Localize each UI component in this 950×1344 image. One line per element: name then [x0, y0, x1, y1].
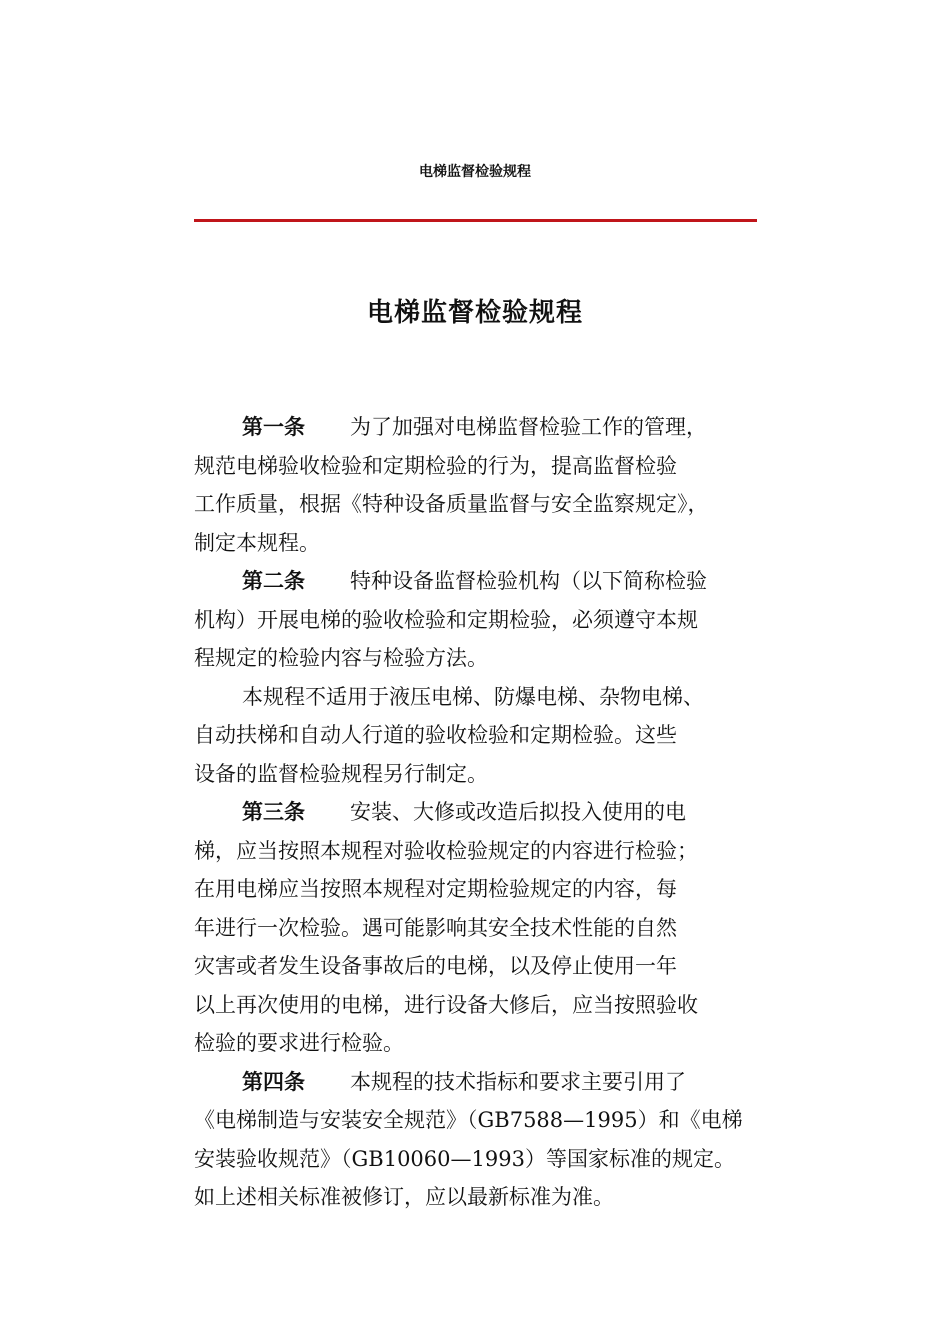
article-3: [194, 793, 756, 1063]
article-text-line: 梯，应当按照本规程对验收检验规定的内容进行检验；: [194, 838, 698, 863]
article-text-line: 灾害或者发生设备事故后的电梯，以及停止使用一年: [194, 954, 677, 978]
article-2: [194, 562, 756, 678]
document-title: 电梯监督检验规程: [366, 298, 583, 328]
article-text-line: 如上述相关标准被修订，应以最新标准为准。: [194, 1185, 614, 1209]
paragraph-first-line: 本规程不适用于液压电梯、防爆电梯、杂物电梯、: [242, 684, 704, 709]
article-number: 第二条: [242, 569, 305, 593]
article-text-line: 程规定的检验内容与检验方法。: [194, 646, 488, 670]
article-first-line: [194, 1063, 756, 1102]
article-first-line: [194, 793, 756, 832]
article-text-line: 规范电梯验收检验和定期检验的行为，提高监督检验: [194, 453, 677, 478]
article-4: [194, 1063, 756, 1217]
article-text-line: 设备的监督检验规程另行制定。: [194, 761, 488, 786]
running-header: 电梯监督检验规程: [419, 164, 531, 180]
article-text-line: 为了加强对电梯监督检验工作的管理，: [350, 415, 707, 439]
article-text-line: 制定本规程。: [194, 530, 320, 555]
article-first-line: [194, 408, 756, 447]
header-rule: [194, 219, 757, 222]
article-text-line: 检验的要求进行检验。: [194, 1031, 404, 1055]
document-body: [194, 408, 756, 1217]
article-text-line: 安装、大修或改造后拟投入使用的电: [350, 800, 686, 824]
article-text-line: 特种设备监督检验机构（以下简称检验: [350, 569, 707, 593]
article-number: 第一条: [242, 415, 305, 439]
article-text-line: 机构）开展电梯的验收检验和定期检验，必须遵守本规: [194, 607, 698, 632]
article-text-line: 本规程的技术指标和要求主要引用了: [350, 1069, 686, 1094]
article-text-line: 在用电梯应当按照本规程对定期检验规定的内容，每: [194, 877, 677, 901]
article-text-line: 自动扶梯和自动人行道的验收检验和定期检验。这些: [194, 723, 677, 747]
article-number: 第四条: [242, 1069, 305, 1094]
article-text-line: 安装验收规范》（GB10060—1993）等国家标准的规定。: [194, 1146, 735, 1171]
paragraph-scope: [194, 678, 756, 794]
article-text-line: 以上再次使用的电梯，进行设备大修后，应当按照验收: [194, 992, 698, 1017]
article-text-line: 《电梯制造与安装安全规范》（GB7588—1995）和《电梯: [194, 1108, 743, 1132]
article-text-line: 年进行一次检验。遇可能影响其安全技术性能的自然: [194, 915, 677, 940]
article-1: [194, 408, 756, 562]
article-text-line: 工作质量，根据《特种设备质量监督与安全监察规定》，: [194, 492, 709, 516]
article-number: 第三条: [242, 800, 305, 824]
article-first-line: [194, 562, 756, 601]
